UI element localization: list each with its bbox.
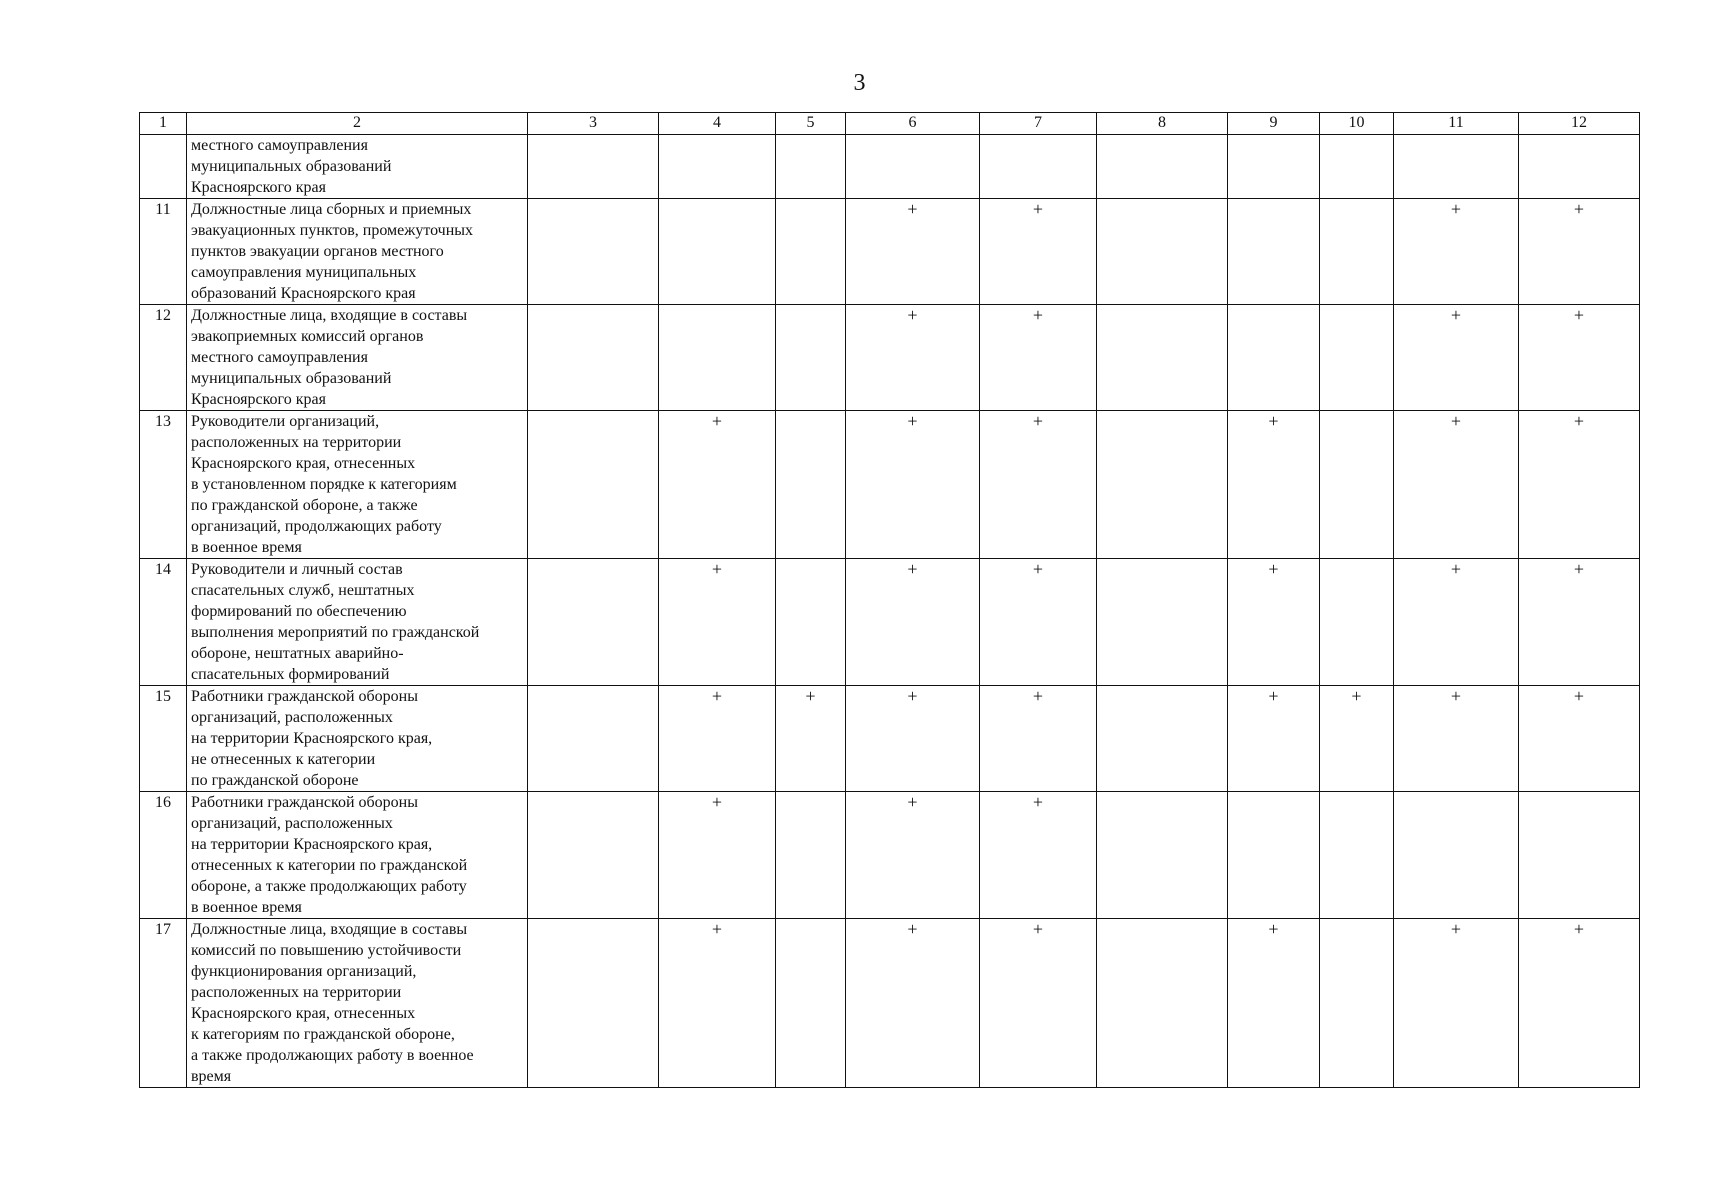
column-header: 10 — [1320, 113, 1394, 135]
mark-cell: + — [1519, 305, 1640, 411]
mark-cell: + — [980, 792, 1097, 919]
row-number — [140, 135, 187, 199]
mark-cell — [1228, 135, 1320, 199]
mark-cell: + — [1519, 559, 1640, 686]
mark-cell: + — [1394, 919, 1519, 1088]
row-description: Должностные лица, входящие в составы комиссий по повышению устойчивости функционирования организаций, расположенных на территории Красноярского края, отнесенных к категориям по гражданской обороне, а также продолжающих работу в военное время — [187, 919, 528, 1088]
mark-cell — [659, 199, 776, 305]
mark-cell — [1097, 686, 1228, 792]
mark-cell — [528, 792, 659, 919]
mark-cell: + — [659, 919, 776, 1088]
mark-cell — [1519, 792, 1640, 919]
mark-cell: + — [1228, 559, 1320, 686]
mark-cell: + — [1394, 559, 1519, 686]
mark-cell: + — [846, 411, 980, 559]
mark-cell: + — [1519, 686, 1640, 792]
mark-cell: + — [980, 919, 1097, 1088]
column-header: 2 — [187, 113, 528, 135]
row-description: местного самоуправления муниципальных образований Красноярского края — [187, 135, 528, 199]
mark-cell — [846, 135, 980, 199]
mark-cell — [1228, 199, 1320, 305]
activities-table — [139, 112, 1640, 1088]
table-row — [140, 305, 1640, 411]
column-header: 6 — [846, 113, 980, 135]
mark-cell: + — [1228, 411, 1320, 559]
mark-cell — [528, 411, 659, 559]
mark-cell — [1097, 199, 1228, 305]
column-header: 4 — [659, 113, 776, 135]
table-row — [140, 199, 1640, 305]
mark-cell — [776, 135, 846, 199]
row-number: 16 — [140, 792, 187, 919]
mark-cell: + — [659, 559, 776, 686]
table-row — [140, 411, 1640, 559]
mark-cell — [1097, 559, 1228, 686]
mark-cell — [1519, 135, 1640, 199]
mark-cell — [776, 559, 846, 686]
mark-cell — [1097, 135, 1228, 199]
mark-cell — [1097, 411, 1228, 559]
mark-cell — [659, 135, 776, 199]
mark-cell — [528, 305, 659, 411]
mark-cell: + — [776, 686, 846, 792]
mark-cell — [1228, 305, 1320, 411]
mark-cell — [1320, 411, 1394, 559]
mark-cell — [776, 305, 846, 411]
mark-cell — [1394, 135, 1519, 199]
mark-cell — [776, 411, 846, 559]
mark-cell: + — [1394, 411, 1519, 559]
table-row — [140, 792, 1640, 919]
mark-cell: + — [980, 305, 1097, 411]
mark-cell: + — [1394, 305, 1519, 411]
row-number: 12 — [140, 305, 187, 411]
mark-cell: + — [980, 411, 1097, 559]
mark-cell — [528, 559, 659, 686]
row-description: Должностные лица сборных и приемных эвакуационных пунктов, промежуточных пунктов эвакуации органов местного самоуправления муниципальных образований Красноярского края — [187, 199, 528, 305]
mark-cell: + — [1519, 919, 1640, 1088]
page-number: 3 — [853, 70, 866, 96]
mark-cell: + — [846, 686, 980, 792]
mark-cell: + — [846, 919, 980, 1088]
mark-cell — [1320, 305, 1394, 411]
mark-cell: + — [846, 559, 980, 686]
row-description: Руководители организаций, расположенных на территории Красноярского края, отнесенных в установленном порядке к категориям по гражданской обороне, а также организаций, продолжающих работу в военное время — [187, 411, 528, 559]
mark-cell: + — [659, 411, 776, 559]
mark-cell — [980, 135, 1097, 199]
mark-cell: + — [1519, 199, 1640, 305]
mark-cell: + — [846, 305, 980, 411]
mark-cell — [1320, 199, 1394, 305]
row-number: 17 — [140, 919, 187, 1088]
row-number: 14 — [140, 559, 187, 686]
mark-cell — [1320, 559, 1394, 686]
column-header: 3 — [528, 113, 659, 135]
mark-cell: + — [980, 559, 1097, 686]
mark-cell: + — [659, 792, 776, 919]
mark-cell — [528, 686, 659, 792]
column-header: 11 — [1394, 113, 1519, 135]
mark-cell — [776, 199, 846, 305]
mark-cell: + — [980, 686, 1097, 792]
table-row — [140, 919, 1640, 1088]
column-header: 9 — [1228, 113, 1320, 135]
mark-cell: + — [1228, 919, 1320, 1088]
mark-cell: + — [1320, 686, 1394, 792]
row-description: Работники гражданской обороны организаций, расположенных на территории Красноярского края, не отнесенных к категории по гражданской обороне — [187, 686, 528, 792]
mark-cell — [1228, 792, 1320, 919]
column-header: 7 — [980, 113, 1097, 135]
mark-cell: + — [1228, 686, 1320, 792]
mark-cell — [1320, 792, 1394, 919]
mark-cell — [776, 919, 846, 1088]
column-header: 8 — [1097, 113, 1228, 135]
mark-cell — [776, 792, 846, 919]
table-row — [140, 559, 1640, 686]
mark-cell — [1097, 919, 1228, 1088]
mark-cell — [528, 919, 659, 1088]
row-description: Должностные лица, входящие в составы эвакоприемных комиссий органов местного самоуправления муниципальных образований Красноярского края — [187, 305, 528, 411]
column-header: 5 — [776, 113, 846, 135]
mark-cell — [1320, 919, 1394, 1088]
table-row — [140, 686, 1640, 792]
mark-cell — [1097, 305, 1228, 411]
mark-cell — [659, 305, 776, 411]
mark-cell — [528, 199, 659, 305]
mark-cell — [1097, 792, 1228, 919]
row-number: 15 — [140, 686, 187, 792]
row-description: Работники гражданской обороны организаций, расположенных на территории Красноярского края, отнесенных к категории по гражданской обороне, а также продолжающих работу в военное время — [187, 792, 528, 919]
mark-cell — [528, 135, 659, 199]
mark-cell: + — [659, 686, 776, 792]
mark-cell — [1320, 135, 1394, 199]
mark-cell: + — [846, 199, 980, 305]
row-description: Руководители и личный состав спасательных служб, нештатных формирований по обеспечению выполнения мероприятий по гражданской обороне, нештатных аварийно- спасательных формирований — [187, 559, 528, 686]
mark-cell: + — [980, 199, 1097, 305]
column-number-row — [140, 113, 1640, 135]
mark-cell — [1394, 792, 1519, 919]
mark-cell: + — [1394, 686, 1519, 792]
row-number: 13 — [140, 411, 187, 559]
row-number: 11 — [140, 199, 187, 305]
column-header: 1 — [140, 113, 187, 135]
mark-cell: + — [846, 792, 980, 919]
mark-cell: + — [1394, 199, 1519, 305]
mark-cell: + — [1519, 411, 1640, 559]
column-header: 12 — [1519, 113, 1640, 135]
table-row — [140, 135, 1640, 199]
